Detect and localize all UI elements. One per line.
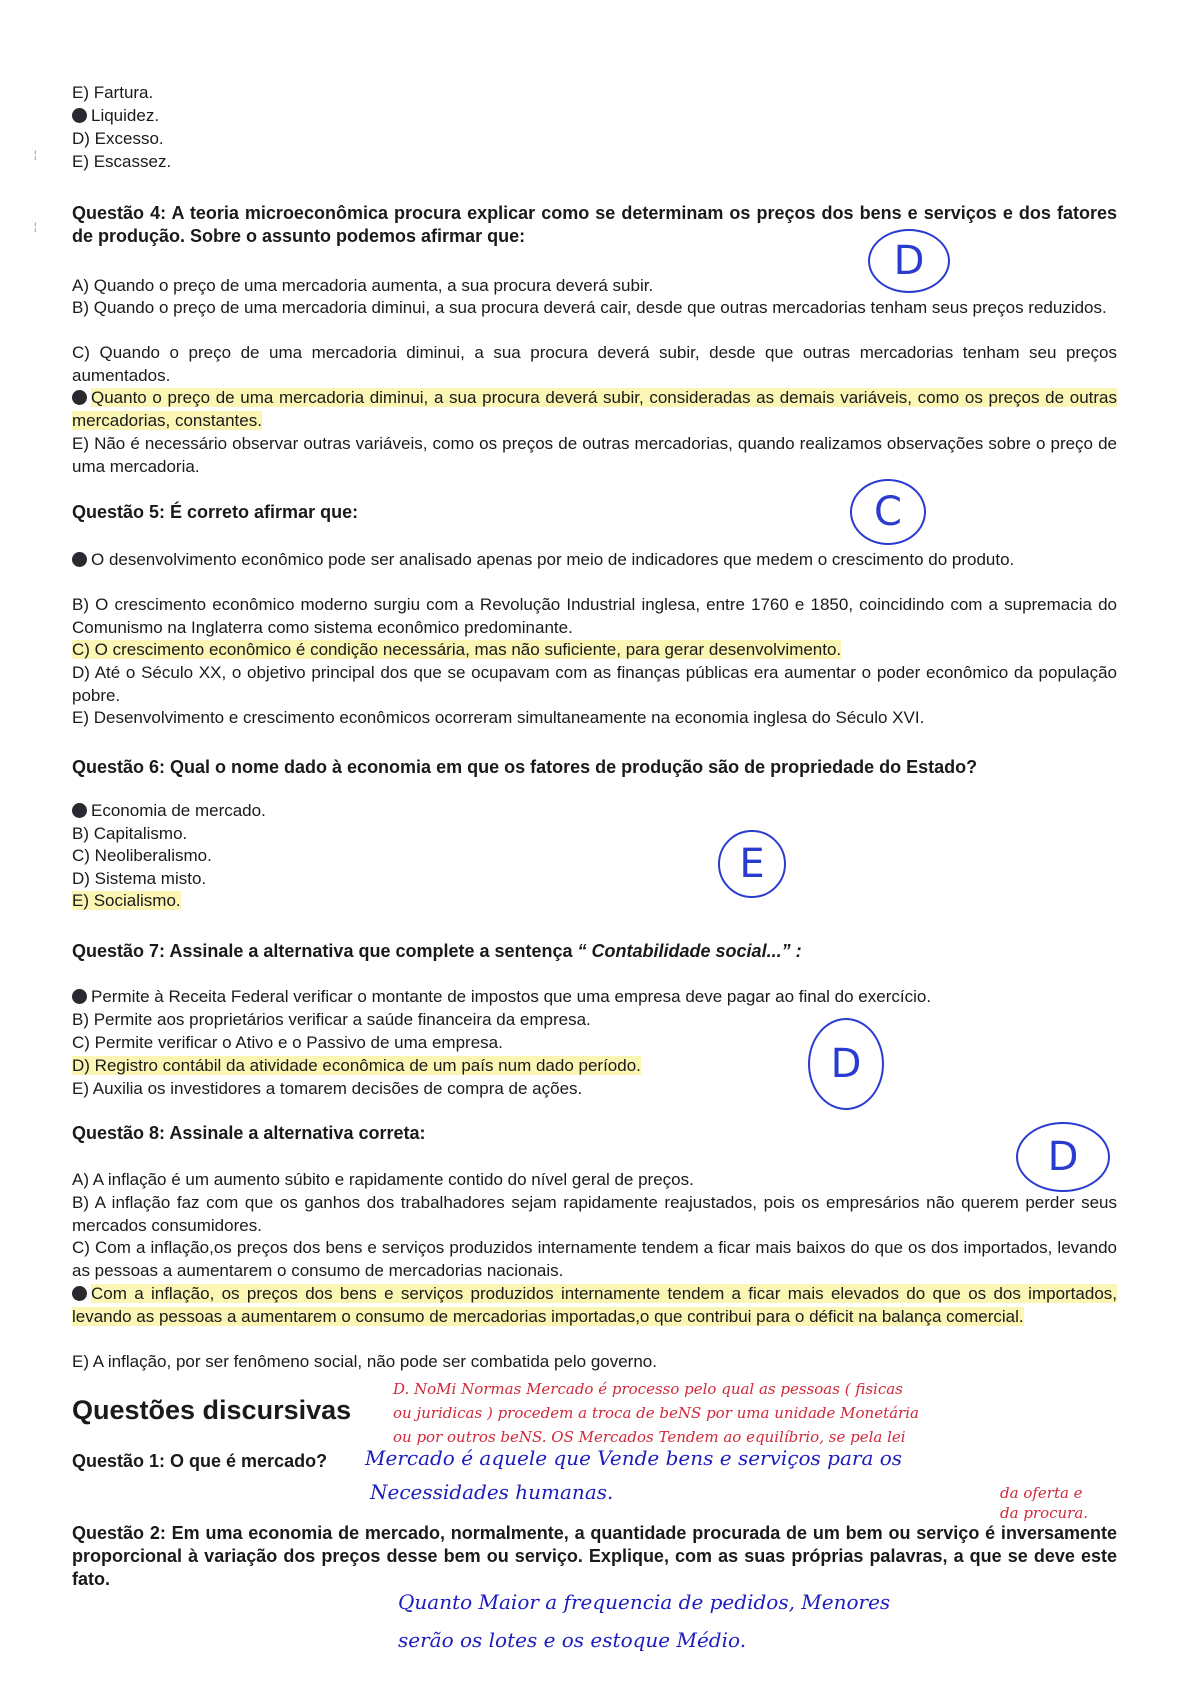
- discursive-question-1: Questão 1: O que é mercado?: [72, 1451, 328, 1471]
- question-5-option-c: [72, 638, 1117, 661]
- handwritten-note-red: D. NoMi Normas Mercado é processo pelo qual as pessoas ( fisicas: [393, 1380, 903, 1398]
- handwritten-answer-q2: serão os lotes e os estoque Médio.: [398, 1628, 747, 1652]
- handwritten-answer-q1: Mercado é aquele que Vende bens e serviços para os: [365, 1446, 903, 1470]
- question-8-option-d: [72, 1282, 1117, 1328]
- handwritten-note-red: ou juridicas ) procedem a troca de beNS por uma unidade Monetária: [393, 1404, 919, 1422]
- question-5-title: Questão 5: É correto afirmar que:: [72, 502, 359, 522]
- question-4-option-e: E) Não é necessário observar outras variáveis, como os preços de outras mercadorias, quando realizamos observações sobre o preço de uma mercadoria.: [72, 434, 1117, 476]
- question-8-option-b: B) A inflação faz com que os ganhos dos trabalhadores sejam rapidamente reajustados, pois os empresários não querem perder seus mercados consumidores.: [72, 1193, 1117, 1235]
- question-8-option-c: C) Com a inflação,os preços dos bens e serviços produzidos internamente tendem a ficar mais baixos do que os dos importados, levando as pessoas a aumentarem o consumo de mercadorias nacionais.: [72, 1238, 1117, 1280]
- option-e-escassez: E) Escassez.: [72, 152, 172, 171]
- question-8-title: Questão 8: Assinale a alternativa correta:: [72, 1123, 426, 1143]
- question-4-title: Questão 4: A teoria microeconômica procura explicar como se determinam os preços dos bens e serviços e dos fatores de produção. Sobre o assunto podemos afirmar que:: [72, 203, 1117, 246]
- answer-circle-q4: D: [868, 229, 950, 293]
- option-label: Com a inflação, os preços dos bens e serviços produzidos internamente tendem a ficar mais elevados do que os dos importados, levando as pessoas a aumentarem o consumo de mercadorias importadas,o que contribui para o déficit na balança comercial.: [72, 1284, 1117, 1326]
- answer-circle-q5: C: [850, 479, 926, 545]
- marked-option-icon: [72, 989, 87, 1004]
- option-label: Quanto o preço de uma mercadoria diminui, a sua procura deverá subir, consideradas as demais variáveis, como os preços de outras mercadorias, constantes.: [72, 388, 1117, 430]
- marked-option-icon: [72, 803, 87, 818]
- discursive-question-2: Questão 2: Em uma economia de mercado, normalmente, a quantidade procurada de um bem ou serviço é inversamente proporcional à variação dos preços desse bem ou serviço. Explique, com as suas próprias palavras, a que se deve este fato.: [72, 1523, 1117, 1589]
- margin-mark: ¦: [34, 222, 37, 233]
- marked-option-icon: [72, 1286, 87, 1301]
- answer-circle-q6: E: [718, 830, 786, 898]
- question-4-option-c: C) Quando o preço de uma mercadoria diminui, a sua procura deverá subir, desde que outras mercadorias tenham seu preços aumentados.: [72, 343, 1117, 385]
- question-7-option-c: C) Permite verificar o Ativo e o Passivo de uma empresa.: [72, 1033, 503, 1052]
- question-7-option-d: [72, 1056, 641, 1076]
- option-d-excesso: D) Excesso.: [72, 129, 164, 148]
- title-text: Questão 7: Assinale a alternativa que complete a sentença: [72, 941, 578, 961]
- handwritten-note-red: da oferta e: [1000, 1484, 1083, 1502]
- marked-option-icon: [72, 108, 87, 123]
- handwritten-note-red: da procura.: [1000, 1504, 1089, 1522]
- discursive-heading: Questões discursivas: [72, 1395, 352, 1425]
- handwritten-answer-q2: Quanto Maior a frequencia de pedidos, Menores: [398, 1590, 891, 1614]
- marked-option-icon: [72, 390, 87, 405]
- option-label: E) Socialismo.: [72, 891, 181, 910]
- question-5-option-b: B) O crescimento econômico moderno surgiu com a Revolução Industrial inglesa, entre 1760 e 1850, coincidindo com a supremacia do Comunismo na Inglaterra como sistema econômico predominante.: [72, 595, 1117, 637]
- question-4-option-a: A) Quando o preço de uma mercadoria aumenta, a sua procura deverá subir.: [72, 276, 654, 295]
- question-4-option-b: B) Quando o preço de uma mercadoria diminui, a sua procura deverá cair, desde que outras mercadorias tenham seus preços reduzidos.: [72, 298, 1107, 317]
- question-7-option-a: [72, 987, 931, 1007]
- question-7-option-b: B) Permite aos proprietários verificar a saúde financeira da empresa.: [72, 1010, 591, 1029]
- question-5-option-e: E) Desenvolvimento e crescimento econômicos ocorreram simultaneamente na economia inglesa do Século XVI.: [72, 708, 925, 727]
- handwritten-answer-q1: Necessidades humanas.: [370, 1480, 614, 1504]
- question-5-option-a: [72, 548, 1117, 571]
- marked-option-icon: [72, 552, 87, 567]
- question-7-option-e: E) Auxilia os investidores a tomarem decisões de compra de ações.: [72, 1079, 583, 1098]
- answer-circle-q7: D: [808, 1018, 884, 1110]
- question-7-title: [72, 940, 1117, 963]
- margin-mark: ¦: [34, 150, 37, 161]
- question-6-option-c: C) Neoliberalismo.: [72, 846, 212, 865]
- question-6-option-b: B) Capitalismo.: [72, 824, 188, 843]
- option-liquidez: [72, 106, 159, 126]
- answer-circle-q8: D: [1016, 1122, 1110, 1192]
- option-label: Liquidez.: [91, 106, 160, 125]
- question-8-option-e: E) A inflação, por ser fenômeno social, não pode ser combatida pelo governo.: [72, 1352, 657, 1371]
- question-6-option-d: D) Sistema misto.: [72, 869, 207, 888]
- question-4-option-d: [72, 386, 1117, 432]
- title-quote: “ Contabilidade social...” :: [577, 941, 802, 961]
- question-5-option-d: D) Até o Século XX, o objetivo principal dos que se ocupavam com as finanças públicas era aumentar o poder econômico da população pobre.: [72, 663, 1117, 705]
- option-label: Permite à Receita Federal verificar o montante de impostos que uma empresa deve pagar ao final do exercício.: [91, 987, 932, 1006]
- option-label: C) O crescimento econômico é condição necessária, mas não suficiente, para gerar desenvolvimento.: [72, 640, 842, 659]
- question-6-title: Questão 6: Qual o nome dado à economia em que os fatores de produção são de propriedade do Estado?: [72, 757, 978, 777]
- option-label: D) Registro contábil da atividade econômica de um país num dado período.: [72, 1056, 641, 1075]
- question-6-option-e: [72, 891, 181, 911]
- option-label: O desenvolvimento econômico pode ser analisado apenas por meio de indicadores que medem o crescimento do produto.: [91, 550, 1015, 569]
- handwritten-note-red: ou por outros beNS. OS Mercados Tendem ao equilíbrio, se pela lei: [393, 1428, 906, 1446]
- option-e-fartura: E) Fartura.: [72, 83, 154, 102]
- question-8-option-a: A) A inflação é um aumento súbito e rapidamente contido do nível geral de preços.: [72, 1170, 694, 1189]
- option-label: Economia de mercado.: [91, 801, 266, 820]
- question-6-option-a: [72, 801, 266, 821]
